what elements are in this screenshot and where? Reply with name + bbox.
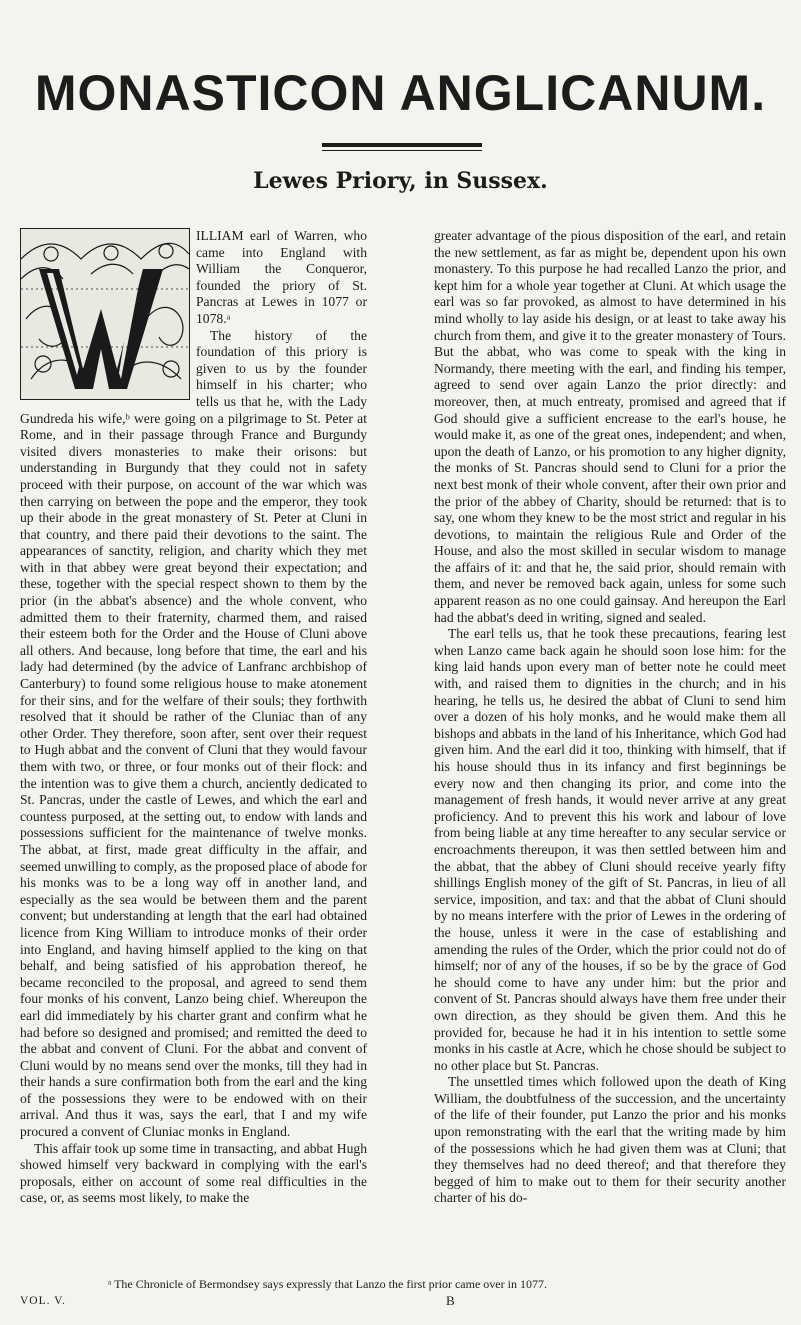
paragraph: The history of the foundation of this priory is given to us by the founder himself in his charter; who tells us that he, with the Lady Gundreda his wife,ᵇ were going on a pilgrimage to St. Peter at Rome, and in their passage through France and Burgundy visited divers monasteries to make their orisons: but understanding in Burgundy that they could not in safety proceed with their purpose, on account of the war which was then carrying on between the pope and the emperor, they took up their abode in the great monastery of St. Peter at Cluni in that country, and there paid their devotions to the saint. The appearances of sanctity, religion, and charity which they met with in that abbey were great beyond their expectation; and these, together with the special respect shown to them by the prior (in the abbat's absence) and the whole convent, who admitted them to their fraternity, charmed them, and raised their esteem both for the Order and the House of Cluni above all others. And because, long before that time, the earl and his lady had determined (by the advice of Lanfranc archbishop of Canterbury) to found some religious house to make atonement for their sins, and for the welfare of their souls; they forthwith resolved that it should be rather of the Cluniac than of any other Order. They therefore, soon after, sent over their request to Hugh abbat and the convent of Cluni that they would favour them with two, or three, or four monks out of their flock: and the intention was to give them a church, anciently dedicated to St. Pancras, under the castle of Lewes, and which the earl and countess purposed, at the setting out, to endow with lands and possessions sufficient for the maintenance of twelve monks. The abbat, at first, made great difficulty in the affair, and seemed unwilling to comply, as the proposed place of abode for his monks was to be a long way off in another land, and especially as the sea would be between them and the parent convent; but understanding at length that the earl had obtained licence from King William to introduce monks of their order into England, and having himself applied to the king on that behalf, and being satisfied of his approbation thereof, he became reconciled to the proposal, and agreed to send them four monks of his convent, Lanzo being chief. Whereupon the earl did immediately by his charter grant and confirm what he had before so designed and promised; and remitted the deed to the abbat and convent of Cluni. For the abbat and convent of Cluni would by no means send over the monks, till they had in their hands a sure confirmation both from the earl and the king of the possessions they were to be endowed with on their arrival. And thus it was, says the earl, that I and my wife procured a convent of Cluniac monks in England.: [20, 327, 367, 1140]
page-title: MONASTICON ANGLICANUM.: [34, 65, 767, 121]
paragraph: The earl tells us, that he took these precautions, fearing lest when Lanzo came back again he should soon lose him: for the king laid hands upon every man of better note he could meet with, and raised them to dignities in the church; and in his hearing, he tells us, he desired the abbat of Cluni to send him over a dozen of his holy monks, and he would make them all bishops and abbats in the land of his Inheritance, which God had given him. And the earl did it too, thinking with himself, that if his house should thus in its infancy and first beginnings be every now and then changing its prior, and come into the management of fresh hands, it would never arrive at any great proficiency. And to prevent this his work and labour of love from being liable at any time hereafter to any secular service or encroachments thereupon, it was then settled between him and the abbat, that the abbey of Cluni should receive yearly fifty shillings English money of the gift of St. Pancras, in lieu of all service, imposition, and tax: and that the abbat of Cluni should by no means interfere with the prior of Lewes in the ordering of the house, unless it were in the case of establishing and amending the rules of the Order, which the prior could not do of himself; nor of any of the houses, if so be by the grace of God he should come to have any under him: but the prior and convent of St. Pancras should always have them free under their own direction, as they should be given them. And this he provided for, because he had it in his intention to settle some monks in his castle at Acre, which he chose should be subject to no other place but St. Pancras.: [434, 626, 786, 1073]
paragraph: This affair took up some time in transacting, and abbat Hugh showed himself very backward in complying with the earl's proposals, either on account of some real difficulties in the case, or, as seems most likely, to make the: [20, 1140, 367, 1206]
left-text-column: [20, 228, 367, 1207]
section-heading: Lewes Priory, in Sussex.: [253, 168, 548, 194]
volume-label: VOL. V.: [20, 1295, 66, 1307]
right-text-column: [434, 228, 786, 1207]
paragraph: ILLIAM earl of Warren, who came into England with William the Conqueror, founded the priory of St. Pancras at Lewes in 1077 or 1078.ᵃ: [196, 228, 367, 326]
ornamental-initial-w-icon: [20, 228, 190, 400]
title-rule-thick: [322, 143, 482, 147]
paragraph: The unsettled times which followed upon the death of King William, the doubtfulness of the succession, and the uncertainty of the life of their founder, put Lanzo the prior and his monks upon remonstrating with the earl that the writing made by him of the possessions which he had given them was at Cluni; that they themselves had no deed thereof; and that therefore they begged of him to make out to them for their security another charter of his do-: [434, 1074, 786, 1206]
paragraph: greater advantage of the pious disposition of the earl, and retain the new settlement, as far as might be, dependent upon his own monastery. To this purpose he had recalled Lanzo the prior, and kept him for a whole year together at Cluni. At which usage the earl was so far provoked, as almost to have determined in his mind wholly to lay aside his design, or at least to take away his church from them, and give it to the greater monastery of Tours. But the abbat, who was come to speak with the king in Normandy, there meeting with the earl, and finding his temper, agreed to send over again Lanzo the prior directly: and moreover, then, at much entreaty, promised and agreed that if God should give a sufficient encrease to the earl's house, he would make it, as one of the great ones, independent; and when, upon the death of Lanzo, or his promotion to any higher dignity, the monks of St. Pancras should send to Cluni for a prior the next best monk of their whole convent, after their own prior and the prior of the abbey of Charity, should be returned: that is to say, one whom they knew to be the most strict and regular in his devotions, to maintain the religious Rule and Order of the House, and also the most skilled in secular wisdom to manage the affairs of it: and that he, the said prior, should remain with them, and never be removed back again, unless for some such apparent reason as no one could gainsay. And hereupon the Earl had the abbat's deed in writing, signed and sealed.: [434, 228, 786, 625]
signature-mark: B: [446, 1293, 455, 1308]
title-rule-thin: [322, 150, 482, 151]
footnote: ᵃ The Chronicle of Bermondsey says expressly that Lanzo the first prior came over in 1077.: [108, 1277, 547, 1291]
